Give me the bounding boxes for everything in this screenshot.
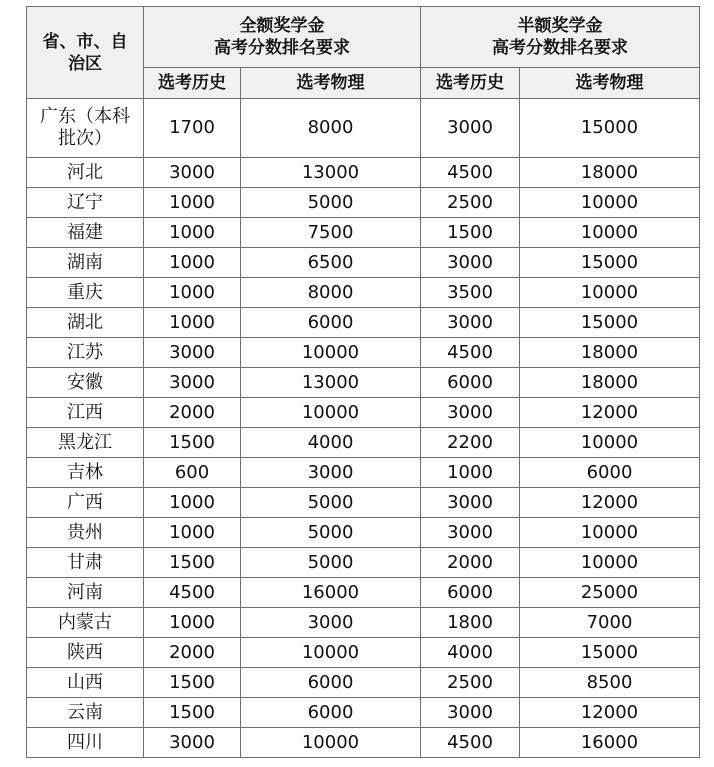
cell-half-history: 3000	[421, 398, 520, 428]
cell-full-history: 1000	[144, 248, 241, 278]
table-body	[27, 99, 700, 758]
cell-full-history: 3000	[144, 158, 241, 188]
cell-full-history: 1000	[144, 278, 241, 308]
cell-full-history: 1000	[144, 608, 241, 638]
cell-full-physics: 3000	[241, 458, 421, 488]
table-row	[27, 668, 700, 698]
table-row	[27, 458, 700, 488]
cell-region: 内蒙古	[27, 608, 144, 638]
cell-full-physics: 13000	[241, 368, 421, 398]
cell-full-physics: 3000	[241, 608, 421, 638]
cell-full-physics: 5000	[241, 188, 421, 218]
cell-half-physics: 18000	[520, 368, 700, 398]
cell-full-history: 3000	[144, 338, 241, 368]
cell-region: 重庆	[27, 278, 144, 308]
cell-half-history: 6000	[421, 368, 520, 398]
cell-full-physics: 8000	[241, 278, 421, 308]
cell-full-physics: 6000	[241, 308, 421, 338]
header-full-line1: 全额奖学金	[239, 16, 325, 36]
table-row	[27, 428, 700, 458]
table-row	[27, 398, 700, 428]
cell-full-physics: 10000	[241, 638, 421, 668]
cell-half-history: 4500	[421, 158, 520, 188]
cell-full-history: 1000	[144, 518, 241, 548]
cell-full-physics: 6000	[241, 668, 421, 698]
table-row	[27, 728, 700, 758]
header-region	[27, 7, 144, 99]
cell-half-history: 4500	[421, 338, 520, 368]
cell-half-history: 3500	[421, 278, 520, 308]
cell-full-history: 600	[144, 458, 241, 488]
subheader-full-history: 选考历史	[144, 68, 241, 99]
cell-full-physics: 7500	[241, 218, 421, 248]
cell-region: 江苏	[27, 338, 144, 368]
cell-half-history: 3000	[421, 488, 520, 518]
cell-half-physics: 12000	[520, 398, 700, 428]
cell-full-history: 1000	[144, 308, 241, 338]
cell-half-physics: 15000	[520, 248, 700, 278]
cell-half-physics: 16000	[520, 728, 700, 758]
cell-half-history: 4500	[421, 728, 520, 758]
cell-full-history: 1500	[144, 548, 241, 578]
cell-half-history: 3000	[421, 698, 520, 728]
cell-half-history: 1000	[421, 458, 520, 488]
cell-half-physics: 15000	[520, 99, 700, 158]
cell-region: 河北	[27, 158, 144, 188]
cell-full-history: 1700	[144, 99, 241, 158]
table-row	[27, 158, 700, 188]
table-row	[27, 548, 700, 578]
cell-full-physics: 5000	[241, 548, 421, 578]
cell-half-physics: 7000	[520, 608, 700, 638]
cell-full-physics: 6000	[241, 698, 421, 728]
cell-full-physics: 10000	[241, 728, 421, 758]
cell-half-history: 3000	[421, 308, 520, 338]
cell-half-history: 3000	[421, 248, 520, 278]
cell-half-physics: 10000	[520, 518, 700, 548]
cell-half-history: 6000	[421, 578, 520, 608]
cell-full-history: 1500	[144, 668, 241, 698]
cell-full-physics: 10000	[241, 338, 421, 368]
subheader-half-physics: 选考物理	[520, 68, 700, 99]
cell-half-history: 4000	[421, 638, 520, 668]
cell-half-history: 2500	[421, 668, 520, 698]
cell-full-history: 1000	[144, 218, 241, 248]
cell-full-physics: 5000	[241, 488, 421, 518]
table-row	[27, 99, 700, 158]
table-row	[27, 518, 700, 548]
cell-half-physics: 6000	[520, 458, 700, 488]
cell-full-physics: 16000	[241, 578, 421, 608]
cell-full-history: 3000	[144, 368, 241, 398]
cell-region: 四川	[27, 728, 144, 758]
cell-half-physics: 18000	[520, 158, 700, 188]
subheader-half-history: 选考历史	[421, 68, 520, 99]
cell-half-physics: 12000	[520, 698, 700, 728]
table-row	[27, 698, 700, 728]
cell-full-physics: 5000	[241, 518, 421, 548]
cell-region: 湖北	[27, 308, 144, 338]
cell-half-physics: 10000	[520, 188, 700, 218]
cell-full-history: 1000	[144, 488, 241, 518]
table-row	[27, 218, 700, 248]
cell-half-physics: 15000	[520, 638, 700, 668]
header-half-scholarship	[421, 7, 700, 68]
cell-full-history: 1500	[144, 698, 241, 728]
header-region-line1: 省、市、自	[42, 31, 128, 52]
cell-full-history: 1500	[144, 428, 241, 458]
table-row	[27, 608, 700, 638]
header-half-line2: 高考分数排名要求	[492, 38, 628, 58]
cell-region: 陕西	[27, 638, 144, 668]
cell-full-history: 1000	[144, 188, 241, 218]
table-row	[27, 278, 700, 308]
table-row	[27, 248, 700, 278]
table-row	[27, 578, 700, 608]
cell-half-history: 2500	[421, 188, 520, 218]
cell-half-physics: 8500	[520, 668, 700, 698]
subheader-full-physics: 选考物理	[241, 68, 421, 99]
header-full-scholarship	[144, 7, 421, 68]
scholarship-table-container	[26, 6, 700, 758]
cell-half-physics: 10000	[520, 428, 700, 458]
header-region-line2: 治区	[68, 53, 102, 74]
cell-region: 吉林	[27, 458, 144, 488]
cell-full-physics: 13000	[241, 158, 421, 188]
scholarship-table	[26, 6, 700, 758]
cell-half-physics: 25000	[520, 578, 700, 608]
cell-region: 云南	[27, 698, 144, 728]
cell-region: 辽宁	[27, 188, 144, 218]
cell-full-physics: 6500	[241, 248, 421, 278]
table-row	[27, 488, 700, 518]
cell-half-history: 1800	[421, 608, 520, 638]
cell-region: 江西	[27, 398, 144, 428]
cell-half-physics: 18000	[520, 338, 700, 368]
cell-half-history: 3000	[421, 518, 520, 548]
header-half-line1: 半额奖学金	[517, 16, 603, 36]
cell-region: 广东（本科批次）	[27, 99, 144, 158]
cell-full-history: 4500	[144, 578, 241, 608]
header-full-line2: 高考分数排名要求	[214, 38, 350, 58]
cell-region: 河南	[27, 578, 144, 608]
cell-half-physics: 10000	[520, 278, 700, 308]
table-row	[27, 638, 700, 668]
cell-region: 湖南	[27, 248, 144, 278]
cell-half-physics: 15000	[520, 308, 700, 338]
cell-region: 甘肃	[27, 548, 144, 578]
cell-full-physics: 8000	[241, 99, 421, 158]
table-row	[27, 188, 700, 218]
cell-half-physics: 12000	[520, 488, 700, 518]
cell-half-physics: 10000	[520, 548, 700, 578]
cell-half-history: 1500	[421, 218, 520, 248]
cell-region: 安徽	[27, 368, 144, 398]
table-row	[27, 368, 700, 398]
cell-full-history: 3000	[144, 728, 241, 758]
cell-half-history: 2000	[421, 548, 520, 578]
table-row	[27, 338, 700, 368]
cell-full-physics: 10000	[241, 398, 421, 428]
cell-region: 福建	[27, 218, 144, 248]
cell-region: 贵州	[27, 518, 144, 548]
cell-full-history: 2000	[144, 638, 241, 668]
table-row	[27, 308, 700, 338]
cell-full-physics: 4000	[241, 428, 421, 458]
cell-region: 黑龙江	[27, 428, 144, 458]
cell-region: 山西	[27, 668, 144, 698]
cell-full-history: 2000	[144, 398, 241, 428]
cell-region: 广西	[27, 488, 144, 518]
cell-half-physics: 10000	[520, 218, 700, 248]
cell-half-history: 3000	[421, 99, 520, 158]
cell-half-history: 2200	[421, 428, 520, 458]
